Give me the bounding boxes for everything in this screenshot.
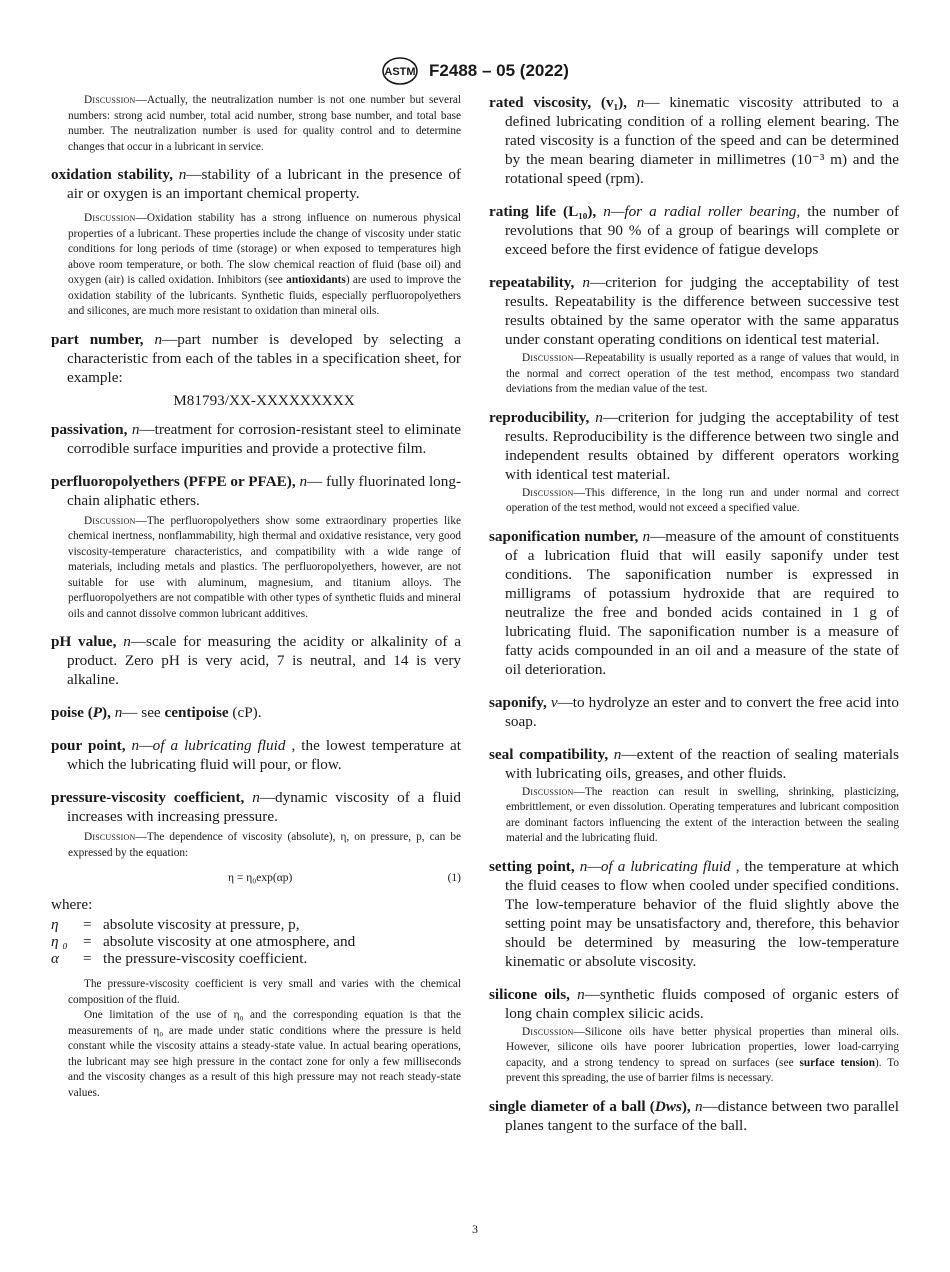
discussion-silicone-oils: Discussion—Silicone oils have better physical properties than mineral oils. However, silicone oils have poorer lubrication properties, lower load-carrying capacity, and a strong tendency to spread on surfaces (see surface tension). To prevent this spreading, the use of barrier films is necessary.	[506, 1025, 900, 1084]
discussion-pressure-viscosity: Discussion—The dependence of viscosity (absolute), η, on pressure, p, can be expressed by the equation:	[68, 831, 461, 859]
entry-rated-viscosity: rated viscosity, (v₁), n— kinematic viscosity attributed to a defined lubricating condition of a rolling element bearing. The rated viscosity is a function of the speed and can be determined by the mean bearing diameter in millimetres (10⁻³ m) and the rotational speed (rpm).	[489, 94, 900, 187]
discussion-neutralization: Discussion—Actually, the neutralization number is not one number but several numbers: strong acid number, total acid number, strong base number, and total base number. The neutralization number is used for quality control and to determine changes that occur in a lubricant in service.	[68, 94, 461, 153]
entry-perfluoropolyethers: perfluoropolyethers (PFPE or PFAE), n— fully fluorinated long-chain aliphatic ethers.	[51, 472, 461, 509]
entry-oxidation-stability: oxidation stability, n—stability of a lubricant in the presence of air or oxygen is an important chemical property.	[51, 166, 461, 202]
entry-saponification-number: saponification number, n—measure of the amount of constituents of a lubrication fluid that will easily saponify under test conditions. The saponification number is expressed in milligrams of potassium hydroxide that are required to neutralize the free and bonded acids contained in 1 g of lubricating fluid. The saponification number is a measure of fatty acids compounded in an oil and a measure of the state of oil deterioration.	[489, 527, 899, 678]
discussion-seal-compatibility: Discussion—The reaction can result in swelling, shrinking, plasticizing, embrittlement, or even dissolution. Operating temperatures and lubricant composition are dominant factors influencing the extent of the interaction between the sealing material and the lubricating fluid.	[506, 785, 899, 844]
entry-repeatability: repeatability, n—criterion for judging the acceptability of test results. Repeatability is the difference between successive test results obtained by the same operator with the same apparatus under constant operating conditions on identical test material.	[489, 274, 899, 348]
document-title: F2488 – 05 (2022)	[429, 61, 569, 80]
entry-rating-life: rating life (L₁₀), n—for a radial roller bearing, the number of revolutions that 90 % of a group of bearings will complete or exceed before the first evidence of fatigue develops	[489, 203, 900, 258]
entry-passivation: passivation, n—treatment for corrosion-resistant steel to eliminate corrodible surface impurities and provide a protective film.	[51, 420, 461, 457]
discussion-perfluoropolyethers: Discussion—The perfluoropolyethers show some extraordinary properties like chemical inertness, nonflammability, high thermal and oxidative resistance, very good viscosity-temperature characteristics, and compatibility with a wide range of materials, including metals and plastics. The perfluoropolyethers, however, are not suitable for use with aluminum, magnesium, and titanium alloys. The perfluoropolyethers are not compatible with other types of synthetic fluids and mineral oils and cannot dissolve common lubricant additives.	[68, 514, 461, 620]
where-row: η = absolute viscosity at pressure, p,	[51, 916, 300, 933]
discussion-repeatability: Discussion—Repeatability is usually reported as a range of values that would, in the normal and correct operation of the test method, encompass two standard deviations from the median value of the test.	[506, 352, 899, 395]
entry-ph-value: pH value, n—scale for measuring the acidity or alkalinity of a product. Zero pH is very acid, 7 is neutral, and 14 is very alkaline.	[51, 633, 461, 688]
entry-pressure-viscosity-coefficient: pressure-viscosity coefficient, n—dynamic viscosity of a fluid increases with increasing pressure.	[51, 789, 461, 825]
where-row: α = the pressure-viscosity coefficient.	[51, 950, 308, 967]
note-pressure-viscosity-1: The pressure-viscosity coefficient is very small and varies with the chemical composition of the fluid.	[68, 978, 461, 1006]
discussion-reproducibility: Discussion—This difference, in the long run and under normal and correct operation of the test method, would not exceed a specified value.	[506, 486, 899, 514]
entry-setting-point: setting point, n—of a lubricating fluid , the temperature at which the fluid ceases to flow when cooled under specified conditions. The low-temperature behavior of the fluid slightly above the setting point may be unsatisfactory and, therefore, this behavior should be determined by measuring the low-temperature kinematic or absolute viscosity.	[489, 857, 899, 970]
astm-logo-icon	[381, 56, 419, 86]
left-column	[51, 93, 461, 1101]
where-label: where:	[51, 896, 93, 913]
svg-text:ASTM: ASTM	[384, 66, 416, 78]
entry-poise: poise (P), n— see centipoise (cP).	[51, 704, 262, 721]
page-header	[0, 56, 950, 86]
entry-pour-point: pour point, n—of a lubricating fluid , the lowest temperature at which the lubricating fluid will pour, or flow.	[51, 737, 462, 773]
note-pressure-viscosity-2: One limitation of the use of η₀ and the corresponding equation is that the measurements of η₀ are made under static conditions where the pressure is held constant while the viscosity attains a steady-state value. In actual bearing operations, the lubricant may see high pressure in the contact zone for only a few milliseconds and the viscosity changes as a result of this high pressure may not reach steady-state values.	[68, 1009, 461, 1099]
part-number-example: M81793/XX-XXXXXXXXX	[173, 391, 355, 409]
entry-single-diameter-ball: single diameter of a ball (Dws), n—distance between two parallel planes tangent to the surface of the ball.	[489, 1097, 899, 1134]
right-column	[489, 93, 899, 1143]
entry-seal-compatibility: seal compatibility, n—extent of the reaction of sealing materials with lubricating oils, greases, and other fluids.	[489, 745, 900, 782]
equation-1	[68, 869, 461, 887]
entry-silicone-oils: silicone oils, n—synthetic fluids composed of organic esters of long chain complex silicic acids.	[489, 985, 899, 1022]
discussion-oxidation: Discussion—Oxidation stability has a strong influence on numerous physical properties of a lubricant. These properties include the change of viscosity under static conditions for long periods of time (storage) or when exposed to temperatures high above room temperature, or both. The slow chemical reaction of fluid (base oil) and oxygen (air) is called oxidation. Inhibitors (see antioxidants) are used to improve the oxidation stability of the lubricants. Synthetic fluids, especially perfluoropolyethers and silicones, are much more resistant to oxidation than mineral oils.	[68, 212, 461, 317]
where-row: η ₀ = absolute viscosity at one atmosphere, and	[51, 933, 356, 950]
entry-saponify: saponify, v—to hydrolyze an ester and to convert the free acid into soap.	[489, 693, 899, 730]
equation-expression: η = η₀exp(αp)	[228, 872, 293, 884]
entry-part-number: part number, n—part number is developed by selecting a characteristic from each of the tables in a specification sheet, for example:	[51, 330, 461, 386]
equation-number: (1)	[447, 872, 461, 884]
entry-reproducibility: reproducibility, n—criterion for judging the acceptability of test results. Reproducibility is the difference between two single and independent results obtained by different operators working with identical test material.	[489, 408, 900, 483]
page-number: 3	[472, 1222, 478, 1236]
